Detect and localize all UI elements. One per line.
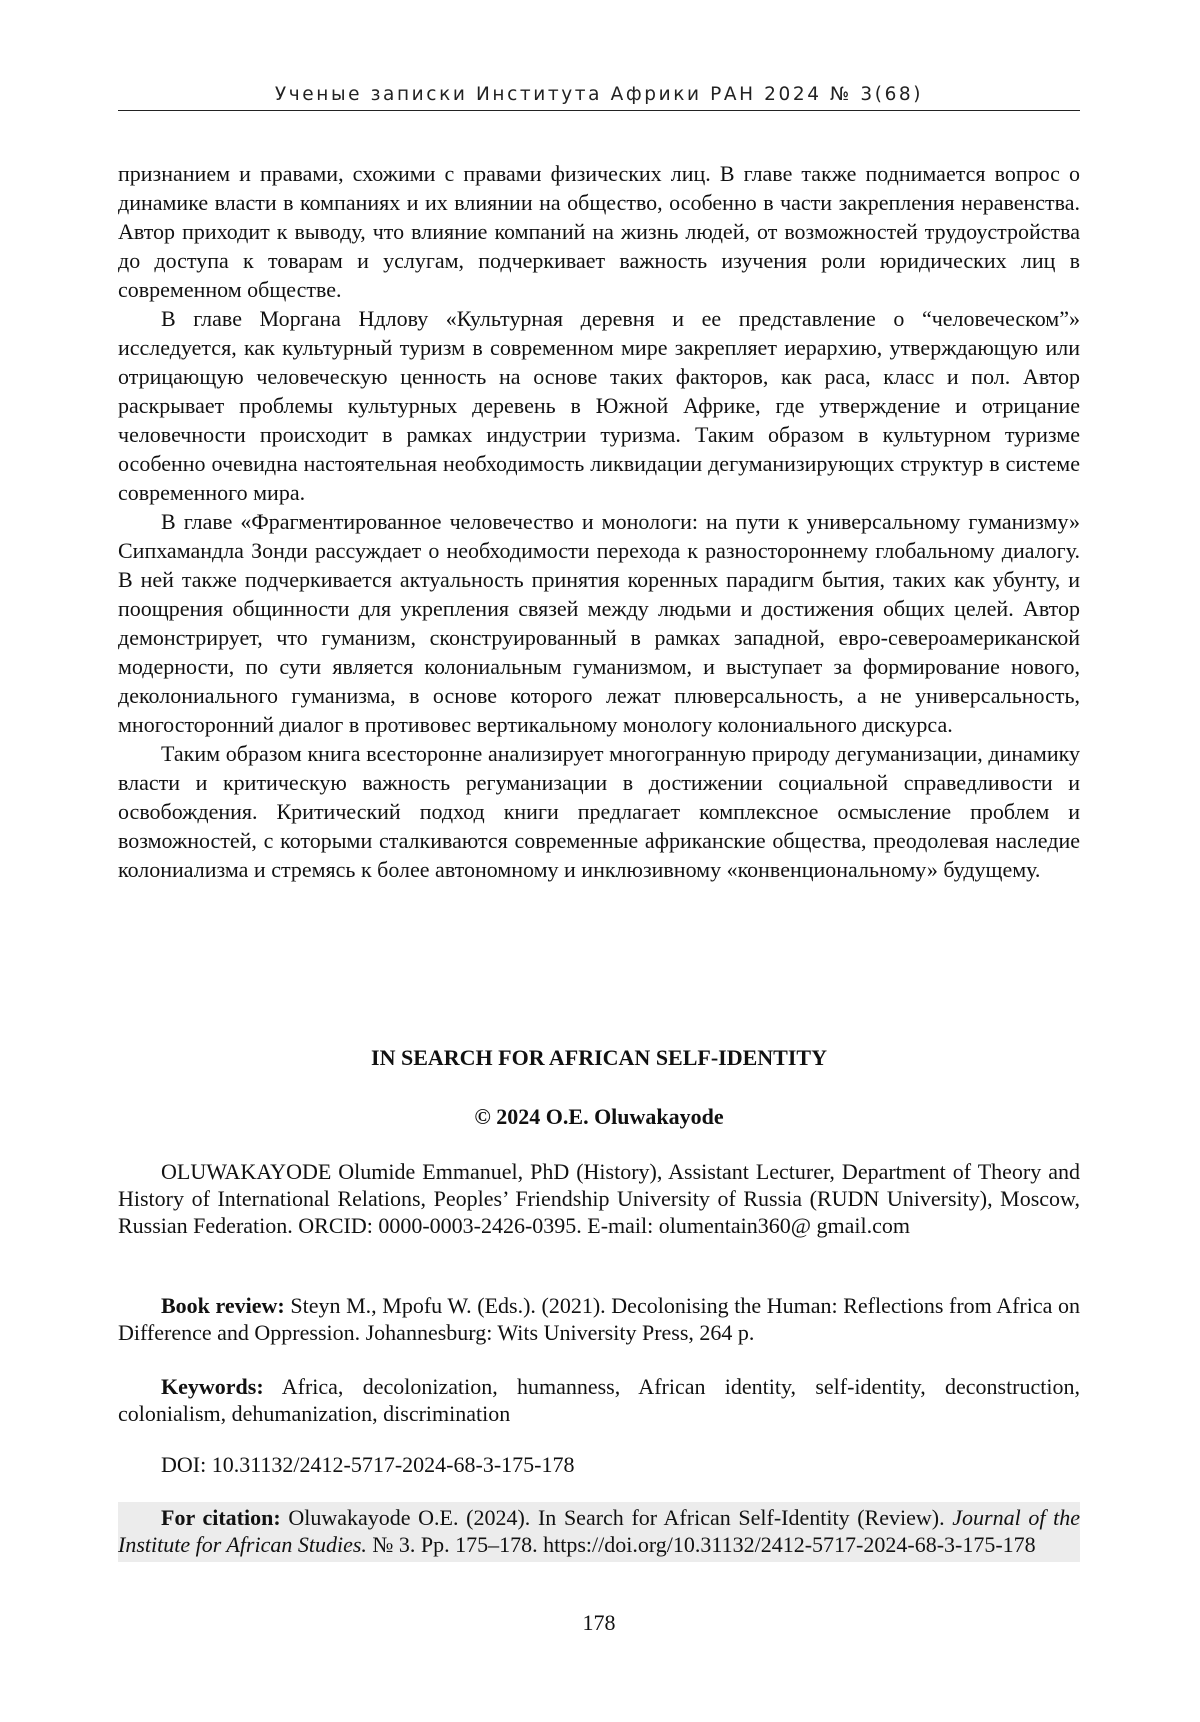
body-paragraph-1: признанием и правами, схожими с правами физических лиц. В главе также поднимается вопрос о динамике власти в компаниях и их влиянии на общество, особенно в части закрепления неравенства. Автор приходит к выводу, что влияние компаний на жизнь людей, от возможностей трудоустройства до доступа к товарам и услугам, подчеркивает важность изучения роли юридических лиц в современном обществе.: [118, 161, 1080, 302]
citation-box: [118, 1502, 1080, 1562]
body-paragraph-3: В главе «Фрагментированное человечество и монологи: на пути к универсальному гуманизму» Сипхамандла Зонди рассуждает о необходимости перехода к разностороннему глобальному диалогу. В ней также подчеркивается актуальность принятия коренных парадигм бытия, таких как убунту, и поощрения общинности для укрепления связей между людьми и достижения общих целей. Автор демонстрирует, что гуманизм, сконструированный в рамках западной, евро-североамериканской модерности, по сути является колониальным гуманизмом, и выступает за формирование нового, деколониального гуманизма, в основе которого лежат плюверсальность, а не универсальность, многосторонний диалог в противовес вертикальному монологу колониального дискурса.: [118, 509, 1080, 737]
running-head: Ученые записки Института Африки РАН 2024 № 3(68): [274, 84, 924, 105]
citation-tail: № 3. Pp. 175–178. https://doi.org/10.31132/2412-5717-2024-68-3-175-178: [372, 1532, 1036, 1557]
keywords-text: Africa, decolonization, humanness, African identity, self-identity, deconstruction, colonialism, dehumanization, discrimination: [118, 1374, 1080, 1426]
body-paragraph-2: В главе Моргана Ндлову «Культурная деревня и ее представление о “человеческом”» исследуется, как культурный туризм в современном мире закрепляет иерархию, утверждающую или отрицающую человеческую ценность на основе таких факторов, как раса, класс и пол. Автор раскрывает проблемы культурных деревень в Южной Африке, где утверждение и отрицание человечности происходит в рамках индустрии туризма. Таким образом в культурном туризме особенно очевидна настоятельная необходимость ликвидации дегуманизирующих структур в системе современного мира.: [118, 306, 1080, 505]
keywords: [118, 1373, 1080, 1427]
book-review-label: Book review:: [161, 1293, 285, 1318]
citation-text: Oluwakayode O.E. (2024). In Search for African Self-Identity (Review).: [288, 1505, 945, 1530]
article-author: © 2024 O.E. Oluwakayode: [474, 1104, 724, 1129]
keywords-label: Keywords:: [161, 1374, 264, 1399]
citation-journal: Journal of the Institute for African Studies.: [118, 1505, 1080, 1557]
body-paragraph-4: Таким образом книга всесторонне анализирует многогранную природу дегуманизации, динамику власти и критическую важность регуманизации в достижении социальной справедливости и освобождения. Критический подход книги предлагает комплексное осмысление проблем и возможностей, с которыми сталкиваются современные африканские общества, преодолевая наследие колониализма и стремясь к более автономному и инклюзивному «конвенциональному» будущему.: [118, 741, 1080, 882]
book-review: [118, 1292, 1080, 1346]
page-number: 178: [582, 1610, 616, 1635]
book-review-text: Steyn M., Mpofu W. (Eds.). (2021). Decolonising the Human: Reflections from Africa on Difference and Oppression. Johannesburg: Wits University Press, 264 p.: [118, 1293, 1080, 1345]
doi: DOI: 10.31132/2412-5717-2024-68-3-175-178: [161, 1452, 575, 1477]
header-rule: [118, 110, 1080, 111]
review-body: [118, 159, 1080, 884]
author-info: OLUWAKAYODE Olumide Emmanuel, PhD (History), Assistant Lecturer, Department of Theory and History of International Relations, Peoples’ Friendship University of Russia (RUDN University), Moscow, Russian Federation. ORCID: 0000-0003-2426-0395. E-mail: olumentain360@ gmail.com: [118, 1159, 1080, 1238]
citation-label: For citation:: [161, 1505, 281, 1530]
article-title: IN SEARCH FOR AFRICAN SELF-IDENTITY: [371, 1045, 827, 1070]
